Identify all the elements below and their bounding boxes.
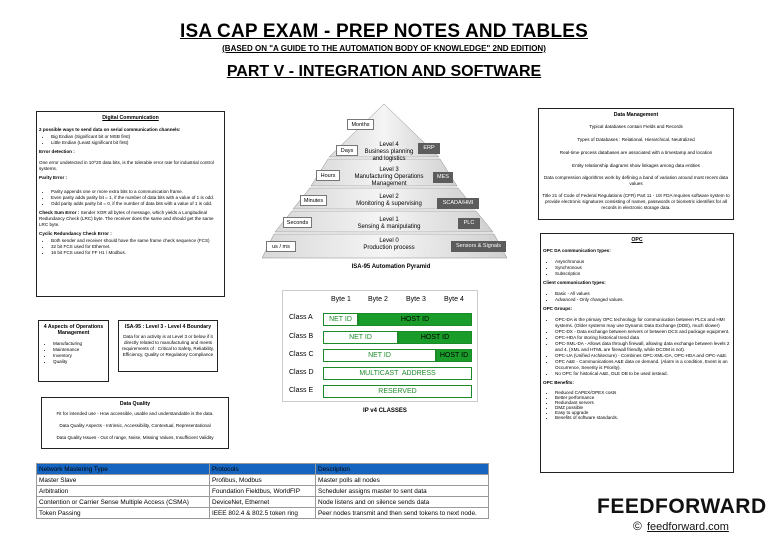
pyramid-level-label: Level 1 Sensing & manipulating xyxy=(357,217,421,230)
time-label: Days xyxy=(336,145,358,156)
host-id-field: HOST ID xyxy=(358,313,472,326)
opc-panel xyxy=(540,233,734,473)
list-item: • Reduced CAPEX/OPEX costs xyxy=(555,390,731,395)
ip-class-label: Class C xyxy=(289,351,314,358)
list-item: • OPC-DA is the primary OPC technology for communication between PLCs and HMI systems. (Older systems may use Dynamic Data Exchange (DDE), much slower) xyxy=(555,317,731,329)
multicast-field: MULTICAST ADDRESS xyxy=(323,367,472,380)
data-management-line: Types of Databases : Relational, Hierarchical, Neutralized xyxy=(577,137,695,142)
pyramid-level-label: Level 2 Monitoring & supervising xyxy=(356,194,422,207)
level-boundary-panel xyxy=(118,320,218,372)
host-id-field: HOST ID xyxy=(436,349,472,362)
client-heading: Client communication types: xyxy=(543,280,606,285)
time-label: us / ms xyxy=(266,241,296,252)
list-item: • OPC-XML-DA - Allows data through firewall, allowing data exchange between levels 2 and 4. (XML and HTML are firewall friendly, while DCOM is not). xyxy=(555,341,731,353)
table-row xyxy=(37,497,489,508)
table-cell: Scheduler assigns master to sent data xyxy=(316,486,489,497)
data-management-title: Data Management xyxy=(613,112,659,118)
page-title: ISA CAP EXAM - PREP NOTES AND TABLES xyxy=(179,21,588,42)
pyramid-level-label: Level 4 Business planning and logistics xyxy=(364,142,414,162)
table-cell: Arbitration xyxy=(37,486,210,497)
crc-heading: Cyclic Redundancy Check Error : xyxy=(39,231,112,236)
opc-da-heading: OPC DA communication types: xyxy=(543,248,611,253)
checksum-heading: Check Sum Error : xyxy=(39,210,80,215)
table-row xyxy=(37,475,489,486)
list-item: • OPC A&E - Communications A&E data on demand. (Alarm is a condition, Event is an Occurrence, Severity is Priority). xyxy=(555,359,731,371)
byte-label: Byte 4 xyxy=(444,296,464,303)
list-item: • Benefits of software standards. xyxy=(555,415,731,420)
opc-benefits-heading: OPC Benefits: xyxy=(543,380,574,385)
data-quality-line: Data Quality Aspects - Intrinsic, Accessibility, Contextual, Representational xyxy=(59,423,211,428)
table-header-row xyxy=(37,464,489,475)
copyright-icon: © xyxy=(633,519,642,533)
operations-list xyxy=(41,341,106,365)
opc-groups-heading: OPC Groups: xyxy=(543,306,573,311)
reserved-field: RESERVED xyxy=(323,385,472,398)
list-item: • Basic - All values xyxy=(555,291,731,297)
ip-class-label: Class D xyxy=(289,369,314,376)
table-cell: Profibus, Modbus xyxy=(210,475,316,486)
column-header: Network Mastering Type xyxy=(37,464,210,475)
list-item: • OPC-HDA for storing historical trend data xyxy=(555,335,731,341)
data-management-line: Typical databases contain Fields and Records xyxy=(589,124,683,129)
net-id-field: NET ID xyxy=(323,331,398,344)
list-item: • Redundant servers xyxy=(555,400,731,405)
list-item: • Subscription xyxy=(555,271,731,277)
data-management-line: Data compression algorithms work by defining a band of variation around most recent data values xyxy=(543,175,729,186)
system-tag: MES xyxy=(433,172,453,183)
level-boundary-text: Data for an activity is at Level 3 or below if it directly related to manufacturing and meets requirements of : Critical to Safety, Reliability, Efficiency, Quality or Regulatory Compliance xyxy=(122,334,214,357)
net-id-field: NET ID xyxy=(323,349,436,362)
list-item: • Even parity adds parity bit = 1, if the number of data bits with a value of 1 is odd. xyxy=(51,195,222,201)
endian-list xyxy=(39,134,222,146)
host-id-field: HOST ID xyxy=(398,331,472,344)
digital-communication-title: Digital Communication xyxy=(102,115,159,121)
time-label: Minutes xyxy=(300,195,327,206)
table-cell: Contention or Carrier Sense Multiple Access (CSMA) xyxy=(37,497,210,508)
table-cell: Foundation Fieldbus, WorldFIP xyxy=(210,486,316,497)
data-management-line: Real-time process databases are associated with a timestamp and location xyxy=(559,150,713,155)
ipv4-caption: IP v4 CLASSES xyxy=(363,408,407,414)
system-tag: ERP xyxy=(418,143,440,154)
operations-aspects-panel xyxy=(38,320,109,382)
system-tag: SCADA/HMI xyxy=(437,198,479,209)
ip-class-label: Class E xyxy=(289,387,314,394)
ip-class-label: Class B xyxy=(289,333,314,340)
pyramid-level-label: Level 0 Production process xyxy=(363,238,415,251)
system-tag: Sensors & Signals xyxy=(451,241,506,252)
data-quality-line: Fit for intended use - How accessible, usable and understandable is the data. xyxy=(56,411,214,416)
data-quality-panel xyxy=(41,397,229,449)
list-item: • 32 bit FCS used for Ethernet. xyxy=(51,244,222,250)
byte-label: Byte 3 xyxy=(406,296,426,303)
table-row xyxy=(37,486,489,497)
time-label: Seconds xyxy=(283,217,312,228)
checksum-text: Sender XOR all bytes of message, which yields a Longitudinal Redundancy Check (LRC) byte. The receiver does the same and should get the same LRC byte. xyxy=(39,210,214,227)
byte-label: Byte 1 xyxy=(331,296,351,303)
data-management-line: Title 21 of Code of Federal Regulations (CFR) Part 11 - US FDA requires software system to provide electronic signatures consisting of names, passwords or biometric identifies for all records in electronic storage data. xyxy=(542,193,730,210)
list-item: • No OPC for historical A&E, OLE DB to be used instead. xyxy=(555,371,731,377)
list-item: • Advanced - Only changed values. xyxy=(555,297,731,303)
list-item: • Easy to upgrade xyxy=(555,410,731,415)
opc-title: OPC xyxy=(631,237,643,243)
part-title: PART V - INTEGRATION AND SOFTWARE xyxy=(226,63,542,80)
column-header: Protocols xyxy=(210,464,316,475)
list-item: • Big Endian (Significant bit or MSB first) xyxy=(51,134,222,140)
list-item: • DMZ possible xyxy=(555,405,731,410)
table-cell: DeviceNet, Ethernet xyxy=(210,497,316,508)
data-quality-line: Data Quality Issues - Out of range, Noise, Missing Values, Insufficient Validity xyxy=(56,435,214,440)
parity-list xyxy=(39,189,222,207)
page-subtitle: (BASED ON "A GUIDE TO THE AUTOMATION BODY OF KNOWLEDGE" 2ND EDITION) xyxy=(222,44,546,53)
error-detection-heading: Error detection : xyxy=(39,149,75,154)
client-list xyxy=(543,291,731,303)
pyramid-level-label: Level 3 Manufacturing Operations Management xyxy=(354,167,424,187)
table-cell: Master polls all nodes xyxy=(316,475,489,486)
pyramid-caption: ISA-95 Automation Pyramid xyxy=(351,264,431,270)
opc-da-list xyxy=(543,259,731,277)
table-cell: Node listens and on silence sends data xyxy=(316,497,489,508)
time-label: Hours xyxy=(316,170,340,181)
opc-groups-list xyxy=(543,317,731,377)
column-header: Description xyxy=(316,464,489,475)
brand-logo: FEEDFORWARD xyxy=(597,495,767,518)
list-item: • Odd parity adds parity bit = 0, if the number of data bits with a value of 1 is odd. xyxy=(51,201,222,207)
system-tag: PLC xyxy=(458,218,480,229)
error-detection-text: One error undetected in 10^20 data bits, is the tolerable error rate for industrial control systems. xyxy=(39,160,214,171)
table-cell: Master Slave xyxy=(37,475,210,486)
data-quality-title: Data Quality xyxy=(119,401,151,407)
list-item: • Quality xyxy=(53,359,106,365)
data-management-line: Entity relationship diagrams show linkages among data entities xyxy=(572,163,700,168)
list-item: • Inventory xyxy=(53,353,106,359)
network-mastering-table xyxy=(36,463,489,519)
list-item: • Little Endian (Least significant bit first) xyxy=(51,140,222,146)
operations-aspects-title: 4 Aspects of Operations Management xyxy=(43,324,104,336)
data-management-panel xyxy=(538,108,734,220)
ip-class-label: Class A xyxy=(289,314,313,321)
list-item: • Better performance xyxy=(555,395,731,400)
level-boundary-title: ISA-95 : Level 3 - Level 4 Boundary xyxy=(124,324,212,330)
list-item: • OPC-DX - Data exchange between servers or between DCS and package equipment. xyxy=(555,329,731,335)
list-item: • Synchronous xyxy=(555,265,731,271)
digital-communication-panel xyxy=(36,111,225,297)
crc-list xyxy=(39,238,222,256)
list-item: • Parity appends one or more extra bits to a communication frame. xyxy=(51,189,222,195)
parity-heading: Parity Error : xyxy=(39,175,68,180)
list-item: • Manufacturing xyxy=(53,341,106,347)
list-item: • 16 bit FCS used for FF H1 / Modbus. xyxy=(51,250,222,256)
list-item: • Maintenance xyxy=(53,347,106,353)
byte-label: Byte 2 xyxy=(368,296,388,303)
net-id-field: NET ID xyxy=(323,313,358,326)
digital-intro: 2 possible ways to send data on serial communication channels: xyxy=(39,127,181,132)
table-row xyxy=(37,508,489,519)
brand-url-link[interactable]: feedforward.com xyxy=(647,521,729,533)
list-item: • Asynchronous xyxy=(555,259,731,265)
table-cell: Peer nodes transmit and then send tokens to next node. xyxy=(316,508,489,519)
checksum-paragraph xyxy=(39,210,222,228)
list-item: • Both sender and receiver should have the same frame check sequence (FCS) xyxy=(51,238,222,244)
opc-benefits-list xyxy=(543,390,731,420)
time-label: Months xyxy=(347,119,374,130)
list-item: • OPC-UA (Unified Architecture) - Combines OPC-XML-DA, OPC-HDA and OPC-A&E. xyxy=(555,353,731,359)
table-cell: Token Passing xyxy=(37,508,210,519)
table-cell: IEEE 802.4 & 802.5 token ring xyxy=(210,508,316,519)
